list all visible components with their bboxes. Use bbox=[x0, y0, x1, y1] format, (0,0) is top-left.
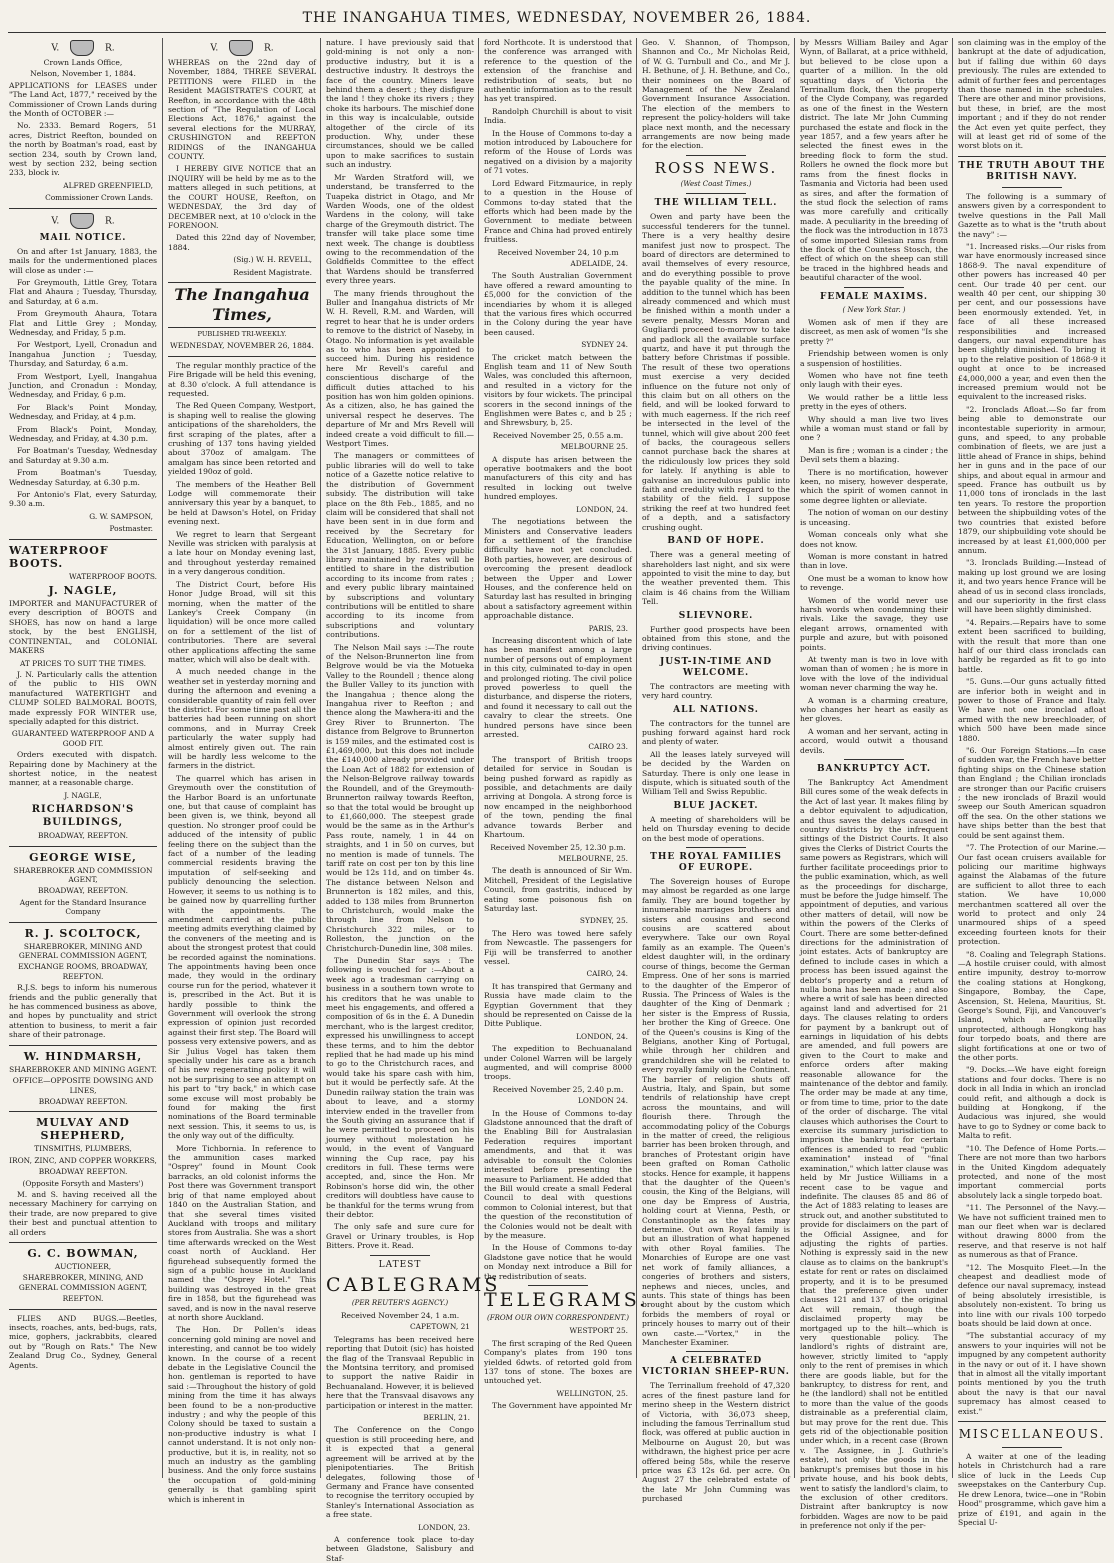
article-paragraph: "11. The Personnel of the Navy.—We have not sufficient trained men to man our fleet when war is declared without drawing 8000 from the reserve, and that reserve is not half as numerous as that of France. bbox=[958, 1203, 1106, 1260]
mulvay-ad-name: MULVAY AND SHEPHERD, bbox=[36, 1116, 130, 1143]
scoltock-ad-address: EXCHANGE ROOMS, BROADWAY, REEFTON. bbox=[18, 962, 148, 981]
crest-letter-v: V. bbox=[51, 43, 60, 54]
coat-of-arms-icon bbox=[70, 213, 94, 229]
column-7 bbox=[958, 38, 1106, 1527]
mail-notice-signature: G. W. SAMPSON, bbox=[89, 511, 153, 521]
divider bbox=[1002, 1447, 1061, 1448]
news-paragraph: nature. I have previously said that gold-mining is not only a non-productive industry, but it is a destructive industry. It destroys the face of the country. Miners leave behind them a desert ; they disfigure the land ! they choke its rivers ; they choke its harbours. The mischief done in this way is incalculable, outside altogether of the circle of its production. Why, under these circumstances, should we be called upon to make sacrifices to sustain such an industry. bbox=[326, 38, 474, 170]
royal-crest bbox=[9, 213, 157, 229]
crest-letter-v: V. bbox=[210, 43, 219, 54]
dateline-place: LONDON, 24. bbox=[576, 1031, 628, 1041]
divider bbox=[9, 1309, 157, 1310]
cable-paragraph: ford Northcote. It is understood that the conference was arranged with reference to the question of the extension of the franchise and redistribution of seats, but no authentic information as to the result has yet transpired. bbox=[484, 38, 632, 104]
article-paragraph: son claiming was in the employ of the bankrupt at the date of adjudication, but if falling due within 60 days previously. The rules are extended to admit of further fees and percentages than those named in the schedules. There are other and minor provisions, but these, in brief, are the most important ; and if they do not render the Act even yet quite perfect, they will at least get rid of some of the worst blots on it. bbox=[958, 38, 1106, 151]
petition-notice: WHEREAS on the 22nd day of November, 1884, THREE SEVERAL PETITIONS were FILED in the Resident MAGISTRATE'S COURT, at Reefton, in accordance with the 48th section of "The Regulation of Local Elections Act, 1876," against the several elections for the MURRAY, CRUSHINGTON and REEFTON RIDINGS of the INANGAHUA COUNTY. bbox=[168, 58, 316, 162]
news-paragraph: The members of the Heather Bell Lodge will commemorate their anniversary this year by a banquet, to be held at Dawson's Hotel, on Friday evening next. bbox=[168, 479, 316, 527]
notice-body: APPLICATIONS for LEASES under "The Land Act, 1877," received by the Commissioner of Crown Lands during the Month of OCTOBER :— bbox=[9, 80, 157, 119]
boots-ad-title: WATERPROOF BOOTS. bbox=[9, 543, 109, 570]
boots-ad-address: RICHARDSON'S BUILDINGS, bbox=[31, 804, 135, 829]
cablegrams-title: CABLEGRAMS bbox=[326, 1273, 501, 1296]
column-2 bbox=[168, 38, 316, 1504]
article-paragraph: "6. Our Foreign Stations.—In case of sudden war, the French have better fighting ships on the Chinese station than England ; the Chilian ironclads are stronger than our Pacific cruisers ; the new ironclads of Brazil would sweep our South American squadron off the sea. On the other stations we have ships better than the best that could be sent against them. bbox=[958, 746, 1106, 840]
divider bbox=[528, 1285, 587, 1286]
column-rule bbox=[952, 38, 953, 1478]
cable-paragraph: Increasing discontent which of late has been manifest among a large number of persons out of employment in this city, culminated to-day in open and prolonged rioting. The civil police proved powerless to quell the disturbance, and disperse the rioters, and found it necessary to call out the cavalry to clear the streets. One hundred persons have since been arrested. bbox=[484, 635, 632, 740]
news-paragraph: The only safe and sure cure for Gravel or Urinary troubles, is Hop Bitters. Prove it. Read. bbox=[326, 1222, 474, 1251]
article-paragraph: "9. Docks.—We have eight foreign stations and four docks. There is no dock in all India in which an ironclad could refit, and although a dock is building at Hongkong, if the Audacious was injured, she would have to go to Sydney or come back to Malta to refit. bbox=[958, 1065, 1106, 1141]
hindmarsh-ad-body: SHAREBROKER AND MINING AGENT. bbox=[9, 1064, 157, 1074]
hindmarsh-ad-name: W. HINDMARSH, bbox=[23, 1049, 143, 1063]
received-line: Received November 25, 0.55 a.m. bbox=[492, 430, 624, 440]
section-heading: SLIEVNORE. bbox=[678, 610, 754, 621]
dateline-place: LONDON 24. bbox=[578, 1096, 628, 1106]
divider bbox=[9, 846, 157, 847]
dateline-place: MELBOURNE 25. bbox=[560, 442, 628, 452]
boots-ad-body: IMPORTER and MANUFACTURER of every description of BOOTS and SHOES, has now on hand a large stock, by the best ENGLISH, CONTINENTAL, and COLONIAL MAKERS bbox=[9, 599, 157, 656]
received-line: Received November 25, 12.30 p.m. bbox=[490, 842, 626, 852]
divider bbox=[958, 156, 1106, 157]
divider bbox=[9, 539, 157, 540]
column-rule bbox=[794, 38, 795, 1478]
column-rule bbox=[320, 38, 321, 1478]
article-paragraph: "8. Coaling and Telegraph Stations.—A hostile cruiser could, with almost entire impunity, destroy to-morrow the coaling stations at Hongkong, Singapore, Bombay, the Cape, Ascension, St. Helena, Mauritius, St. George's Sound, Fiji, and Vancouver's Island, which are virtually unprotected, although Hongkong has four torpedo boats, and there are slight fortifications at one or two of the other ports. bbox=[958, 949, 1106, 1063]
maxim: Woman is more constant in hatred than in love. bbox=[800, 551, 948, 571]
article-paragraph: "The substantial accuracy of my answers to your inquiries will not be impugned by any competent authority in the navy or out of it. I have shown that in almost all the vitally important points mentioned by you the truth about the navy is that our naval supremacy has almost ceased to exist." bbox=[958, 1331, 1106, 1416]
boots-ad-guarantee: GUARANTEED WATERPROOF AND A GOOD FIT. bbox=[11, 729, 155, 748]
article-paragraph: "10. The Defence of Home Ports.—There are not more than two harbors in the United Kingdom adequately protected, and none of the most important commercial ports absolutely lack a single torpedo boat. bbox=[958, 1143, 1106, 1200]
mail-notice-item: From Black's Point, Monday, Wednesday, and Friday, at 4.30 p.m. bbox=[9, 424, 157, 443]
notice-dateline: Nelson, November 1, 1884. bbox=[30, 69, 136, 79]
crest-letter-r: R. bbox=[104, 216, 115, 227]
mail-notice-item: From Greymouth Ahaura, Totara Flat and Little Grey ; Monday, Wednesday, and Friday, 5 p.m. bbox=[9, 309, 157, 337]
scoltock-ad-paragraph: R.J.S. begs to inform his numerous friends and the public generally that he has commenced business as above, and hopes by punctuality and strict attention to business, to merit a fair share of their patronage. bbox=[9, 983, 157, 1040]
maxim: Women of the world never use harsh words when condemning their rivals. Like the savage, they use elegant arrows, ornamented with purple and azure, but with poisoned points. bbox=[800, 595, 948, 652]
royal-crest bbox=[9, 40, 157, 56]
inquiry-notice: I HEREBY GIVE NOTICE that an INQUIRY will be held by me as to the matters alleged in such petitions, at the COURT HOUSE, Reefton, on WEDNESDAY, the 3rd day of DECEMBER next, at 10 o'clock in the FORENOON. bbox=[168, 164, 316, 230]
maxim: Woman conceals only what she does not know. bbox=[800, 530, 948, 549]
news-paragraph: We regret to learn that Sergeant Neville was stricken with paralysis at a late hour on Monday evening last, and throughout yesterday remained in a very dangerous condition. bbox=[168, 529, 316, 577]
mail-notice-item: For Boatman's Tuesday, Wednesday and Saturday at 9.30 a.m. bbox=[9, 446, 157, 465]
mail-notice-item: From Boatman's Tuesday, Wednesday Saturday, at 6.30 p.m. bbox=[9, 468, 157, 487]
mail-notice-item: For Westport, Lyell, Cronadun and Inangahua Junction ; Tuesday, Thursday, and Saturday, 6 a.m. bbox=[9, 340, 157, 369]
bowman-ad-body: SHAREBROKER, MINING, AND GENERAL COMMISSION AGENT, bbox=[18, 1273, 148, 1292]
news-paragraph: The District Court, before His Honor Judge Broad, will sit this morning, when the matter of the Lankey's Creek Company (in liquidation) will be once more called on for a settlement of the list of contributories. There are several other applications affecting the same matter, which will also be dealt with. bbox=[168, 579, 316, 664]
cable-paragraph: The death is announced of Sir Wm. Mitchell, President of the Legislative Council, from gastritis, induced by eating some poisonous fish on Saturday last. bbox=[484, 866, 632, 913]
ross-news-title: ROSS NEWS. bbox=[654, 158, 778, 177]
wise-ad-agent: Agent for the Standard Insurance Company bbox=[19, 897, 147, 917]
notice-signature-title: Resident Magistrate. bbox=[233, 267, 312, 277]
mulvay-ad-trade: TINSMITHS, PLUMBERS, bbox=[34, 1144, 132, 1154]
cable-paragraph: Lord Edward Fitzmaurice, in reply to a question in the House of Commons to-day stated that the efforts which had been made by the Government to mediate between France and China had proved entirely fruitless. bbox=[484, 178, 632, 245]
notice-office: Crown Lands Office, bbox=[43, 58, 123, 67]
mail-notice-item: For Black's Point Monday, Wednesday, and Friday, at 4 p.m. bbox=[9, 402, 157, 422]
maxim: One must be a woman to know how to revenge. bbox=[800, 573, 948, 593]
crest-letter-v: V. bbox=[51, 216, 60, 227]
coat-of-arms-icon bbox=[70, 40, 94, 56]
section-heading: THE ROYAL FAMILIES OF EUROPE. bbox=[650, 852, 782, 874]
column-rule bbox=[478, 38, 479, 1478]
boots-ad-subtitle: WATERPROOF BOOTS. bbox=[69, 571, 157, 581]
cable-paragraph: The transport of British troops detailed for service in Soudan is being pushed forward as rapidly as possible, and detachments are daily arriving at Dongola. A strong force is now encamped in the neighborhood of the town, pending the final advance towards Berber and Khartoum. bbox=[484, 754, 632, 840]
dateline-place: ADELAIDE, 24. bbox=[570, 258, 628, 268]
column-rule bbox=[162, 38, 163, 1478]
article-paragraph: The contractors are meeting with very hard country. bbox=[642, 681, 790, 701]
article-paragraph: "4. Repairs.—Repairs have to some extent been sacrificed to building, with the result that more than one half of our third class ironclads can hardly be regarded as fit to go into battle. bbox=[958, 617, 1106, 674]
cable-paragraph: The expedition to Bechuanaland under Colonel Warren will be largely augmented, and will comprise 8000 troops. bbox=[484, 1044, 632, 1082]
boots-ad-signature: J. NAGLE, bbox=[64, 790, 102, 800]
article-paragraph: "5. Guns.—Our guns actually fitted are inferior both in weight and in power to those of France and Italy. We have not one ironclad afloat armed with the new breechloader, of which 500 have been made since 1880. bbox=[958, 677, 1106, 743]
news-paragraph: The Nelson Mail says :—The route of the Nelson-Brunnerton line from Belgrove would be via the Motueka Valley to the Roundell ; thence along the Buller Valley to its junction with the Inangahua ; thence along the Inangahua river to Reefton ; and thence along the Mawhera-iti and the Grey River to Brunnerton. The distance from Belgrove to Brunnerton is 159 miles, and the estimated cost is £1,469,000, but this does not include the £140,000 already provided under the Loan Act of 1882 for extension of the Nelson-Belgrove railway towards the Roundell, and of the Greymouth-Brunnerton railway towards Reefton, so that the total would be brought up to £1,660,000. The steepest grade would be the same as in the Arthur's Pass route, namely, 1 in 44 on straights, and 1 in 50 on curves, but no mention is made of tunnels. The tariff rate on cost per ton by this line would be 12s 11d, and on timber 4s. The distance between Nelson and Brunnerton is 182 miles, and this, added to 138 miles from Brunnerton to Christchurch, would make the through line from Nelson to Christchurch 322 miles, or to Rolleston, the junction on the Christchurch-Dunedin line, 308 miles. bbox=[326, 642, 474, 953]
mail-notice-item: From Westport, Lyell, Inangahua Junction, and Cronadun : Monday, Wednesday, and Friday, 6 p.m. bbox=[9, 371, 157, 400]
cable-paragraph: The Hero was towed here safely from Newcastle. The passengers for Fiji will be transferred to another vessel. bbox=[484, 928, 632, 966]
dateline-place: WESTPORT 25. bbox=[569, 1326, 628, 1336]
section-heading: BAND OF HOPE. bbox=[667, 536, 765, 547]
section-heading: BLUE JACKET. bbox=[673, 800, 759, 811]
section-heading: THE WILLIAM TELL. bbox=[654, 198, 778, 209]
issue-date: WEDNESDAY, NOVEMBER 26, 1884. bbox=[170, 341, 314, 351]
section-heading: MISCELLANEOUS. bbox=[958, 1427, 1106, 1442]
section-heading: THE TRUTH ABOUT THE BRITISH NAVY. bbox=[958, 160, 1106, 182]
divider bbox=[370, 1255, 429, 1256]
cable-paragraph: The Conference on the Congo question is still proceeding here, and it is expected that a general agreement will be arrived at by the plenipotentiaries. The British delegates, following those of Germany and France have consented to recognise the territory occupied by Stanley's International Association as a free state. bbox=[326, 1425, 474, 1520]
column-1 bbox=[9, 38, 157, 1478]
hindmarsh-ad-address: BROADWAY REEFTON. bbox=[38, 1096, 128, 1106]
telegram-paragraph: The Government have appointed Mr bbox=[492, 1401, 632, 1411]
maxim: There is no mortification, however keen, no misery, however desperate, which the spirit of women cannot in some degree lighten or alleviate. bbox=[800, 467, 948, 505]
mail-notice-body: On and after 1st January, 1883, the mails for the undermentioned places will close as under :— bbox=[9, 246, 157, 275]
divider bbox=[686, 1351, 745, 1352]
article-paragraph: Further good prospects have been obtained from this stone, and the driving continues. bbox=[642, 624, 790, 653]
mulvay-ad-opposite: (Opposite Forsyth and Masters') bbox=[22, 1178, 144, 1188]
boots-ad-paragraph: Orders executed with dispatch. Repairing done by Machinery at the shortest notice, in the neatest manner, at a reasonable charge. bbox=[9, 750, 157, 788]
notice-signature: ALFRED GREENFIELD, bbox=[63, 180, 153, 190]
cablegrams-kicker: LATEST bbox=[378, 1259, 422, 1270]
cable-paragraph: The South Australian Government have offered a reward amounting to £5,000 for the conviction of the incendiaries by whom it is alleged that the various fires which occurred in the Colony during the year have been caused. bbox=[484, 271, 632, 337]
maxim: Man is fire ; woman is a cinder ; the Devil sets them a blazing. bbox=[800, 445, 948, 465]
cable-paragraph: It has transpired that Germany and Russia have made claim to the Egyptian Government that they should be represented on Caisse de la Ditte Publique. bbox=[484, 981, 632, 1029]
dateline-place: PARIS, 23. bbox=[588, 623, 628, 633]
bowman-ad-trade: AUCTIONEER, bbox=[54, 1261, 112, 1271]
maxim: Why should a man live two lives while a woman must stand or fall by one ? bbox=[800, 414, 948, 443]
divider bbox=[844, 759, 903, 760]
boots-ad-prices: AT PRICES TO SUIT THE TIMES. bbox=[19, 658, 147, 668]
dateline-place: LONDON, 24. bbox=[576, 504, 628, 514]
divider bbox=[9, 1045, 157, 1046]
maxim: Friendship between women is only a suspension of hostilities. bbox=[800, 349, 948, 368]
news-paragraph: The regular monthly practice of the Fire Brigade will be held this evening, at 8.30 o'clock. A full attendance is requested. bbox=[168, 360, 316, 398]
divider bbox=[844, 287, 903, 288]
masthead: THE INANGAHUA TIMES, WEDNESDAY, NOVEMBER 26, 1884. bbox=[302, 10, 812, 26]
dateline-place: WELLINGTON, 25. bbox=[556, 1388, 628, 1398]
bowman-ad-address: REEFTON. bbox=[62, 1294, 104, 1304]
article-paragraph: "12. The Mosquito Fleet.—In the cheapest and deadliest mode of defence our naval supremacy, instead of being absolutely irresistible, is absolutely non-existent. To bring us into line with our rivals 100 torpedo boats should be laid down at once. bbox=[958, 1262, 1106, 1328]
ross-news-source: (West Coast Times.) bbox=[680, 179, 752, 188]
divider bbox=[9, 1111, 157, 1112]
received-line: Received November 24, 10 p.m bbox=[497, 247, 619, 257]
section-heading: ALL NATIONS. bbox=[673, 704, 759, 715]
article-paragraph: Owen and party have been the successful tenderers for the tunnel. There is a very healthy desire manifest just now to prospect. The board of directors are determined to avail themselves of every resource, and do everything possible to prove the payable quality of the mine. In addition to the tunnel which has been already commenced and which must be finished within a month under a severe penalty, Messrs Moran and Gugliardi proceed to-morrow to take and padlock all the available surface quartz, and have it put through the battery before Christmas if possible. The result of these two operations must exercise a very decided influence on the future not only of this claim but on all others on the field, and will be looked forward to with much eagerness. If the rich reef be intersected in the level of the tunnel, which will give about 200 feet of backs, the courageous sellers cannot purchase back the shares at the ridiculously low prices they sold for lately. If anything is able to galvanise an incredulous public into faith and credulity with regard to the stability of the field. I suppose striking the reef at two hundred feet of a depth, and a satisfactory crushing ought. bbox=[642, 212, 790, 532]
news-paragraph: The Dunedin Star says : The following is vouched for :—About a week ago a tradesman carrying on business in a southern town wrote to his creditors that he was unable to meet his engagements, and offered a composition of 6s in the £. A Dunedin merchant, who is the largest creditor, expressed his unwillingness to accept these terms, and to him the debtor replied that he had made up his mind to go to the Christchurch races, and would take his spare cash with him, but it would be perfectly safe. At the Dunedin railway station the train was about to leave, and a stormy interview ended in the traveller from the South giving an assurance that if he were permitted to proceed on his journey without molestation he would, in the event of Vanguard winning the Cup race, pay his creditors in full. These terms were accepted, and, since the Hon. Mr Robinson's horse did win, the other creditors will doubtless have cause to be thankful for the terms wrung from their debtor. bbox=[326, 956, 474, 1219]
divider bbox=[686, 847, 745, 848]
boots-ad-street: BROADWAY, REEFTON. bbox=[37, 831, 129, 841]
coat-of-arms-icon bbox=[229, 40, 253, 56]
cable-paragraph: The cricket match between the English team and 11 of New South Wales, was concluded this afternoon, and resulted in a victory for the visitors by four wickets. The principal scorers in the second innings of the Englishmen were Bates c, and b 25 ; and Shrewsbury, b, 25. bbox=[484, 352, 632, 428]
article-paragraph: "1. Increased risks.—Our risks from war have enormously increased since 1868-9. The naval expenditure of other powers has increased 40 per cent. Our trade 40 per cent. our wealth 40 per cent, our shipping 30 per cent, and our possessions have been enormously extended. Yet, in face of all these increased responsibilities and increased dangers, our naval expenditure has been slightly diminished. To bring it up to the relative position of 1868-9 it ought at once to be increased £4,000,000 a year, and even then the increased premium would not be equivalent to the increased risks. bbox=[958, 241, 1106, 402]
mail-notice-item: For Antonio's Flat, every Saturday, 9.30 a.m. bbox=[9, 490, 157, 509]
mulvay-ad-paragraph: M. and S. having received all the necessary Machinery for carrying on their trade, are now prepared to give their best and punctual attention to all orders bbox=[9, 1189, 157, 1237]
bowman-ad-name: G. C. BOWMAN, bbox=[27, 1246, 139, 1260]
notice-dated: Dated this 22nd day of November, 1884. bbox=[168, 233, 316, 252]
dateline-place: SYDNEY, 25. bbox=[579, 916, 628, 926]
telegrams-source: (FROM OUR OWN CORRESPONDENT.) bbox=[487, 1313, 629, 1322]
column-6 bbox=[800, 38, 948, 1531]
divider bbox=[9, 922, 157, 923]
cable-paragraph: In the House of Commons to-day a motion introduced by Labouchere for reform of the House of Lords was negatived on a division by a majority of 71 votes. bbox=[484, 128, 632, 176]
masthead-rule bbox=[8, 32, 1106, 33]
maxims-source: ( New York Star. ) bbox=[842, 305, 906, 314]
column-3 bbox=[326, 38, 501, 1563]
cable-paragraph: Telegrams has been received here reporting that Dutoit (sic) has hoisted the flag of the Transvaal Republic in the Montsina territory, and promised to support the native Raidir in Bechuanaland. However, it is believed here that the Transvaal disavows any participation or interest in the matter. bbox=[326, 1334, 474, 1410]
telegram-paragraph: Geo. V. Shannon, of Thompson, Shannon and Co., Mr Nicholas Reid, of W. G. Turnbull and Co., and Mr J. H. Bethune, of J. H. Bethune, and Co., their nominees on the Board of Management of the New Zealand Government Insurance Association. The election of the members to represent the policy-holders will take place next month, and the necessary arrangements are now being made for the election. bbox=[642, 38, 790, 151]
dateline-place: BERLIN, 21. bbox=[423, 1413, 470, 1423]
article-paragraph: All the leases lately surveyed will be decided by the Warden on Saturday. There is only one lease in dispute, which is situated south of the William Tell and Swiss Republic. bbox=[642, 749, 790, 797]
article-paragraph: A meeting of shareholders will be held on Thursday evening to decide on the best mode of operations. bbox=[642, 814, 790, 843]
divider bbox=[9, 208, 157, 209]
mail-notice-signature-title: Postmaster. bbox=[109, 524, 153, 534]
maxim: At twenty man is two in love with woman than of women ; he is more in love with the love of the individual woman never charming the way he. bbox=[800, 654, 948, 693]
divider bbox=[686, 155, 745, 156]
wise-ad-body: SHAREBROKER AND COMMISSION AGENT, bbox=[13, 865, 153, 884]
article-paragraph: "7. The Protection of our Marine.—Our fast ocean cruisers available for policing our maritime highways against the Alabamas of the future are sufficient to allot three to each station. We have 10,000 merchantmen scattered all over the world to protect and only 24 unarmoured ships of a speed exceeding fourteen knots for their protection. bbox=[958, 843, 1106, 947]
received-line: Received November 25, 2.40 p.m. bbox=[492, 1084, 624, 1094]
maxim: We would rather be a little less pretty in the eyes of others. bbox=[800, 392, 948, 412]
article-paragraph: The contractors for the tunnel are pushing forward against hard rock and plenty of water. bbox=[642, 718, 790, 747]
notice-detail: No. 2333. Bemard Rogers, 51 acres, District Reefton, bounded on the north by Boatman's road, east by section 234, south by Crown land, west by section 232, being section 233, block iv. bbox=[9, 121, 157, 178]
wise-ad-name: GEORGE WISE, bbox=[29, 850, 137, 864]
dateline-place: CAIRO, 24. bbox=[586, 969, 628, 979]
wise-ad-address: BROADWAY, REEFTON. bbox=[37, 886, 129, 896]
section-heading: FEMALE MAXIMS. bbox=[820, 291, 928, 302]
cablegrams-source: (PER REUTER'S AGENCY.) bbox=[351, 1298, 449, 1307]
published-line: PUBLISHED TRI-WEEKLY. bbox=[197, 329, 287, 338]
news-paragraph: The many friends throughout the Buller and Inangahua districts of Mr W. H. Revell, R.M. and Warden, will regret to hear that he is under orders to remove to the district of Naseby, in Otago. No information is yet available as to who has been appointed to succeed him. During his residence here Mr Revell's careful and conscientious discharge of the difficult duties attached to his position has won him golden opinions. As a citizen, also, he has gained the universal respect he deserves. The departure of Mr and Mrs Revell will indeed create a void difficult to fill.—Westport Times. bbox=[326, 288, 474, 449]
telegram-paragraph: The first scraping of the Red Queen Company's plates from 190 tons yielded 6dwts. of retorted gold from 137 tons of stone. The boxes are untouched yet. bbox=[484, 1338, 632, 1386]
cable-paragraph: A dispute has arisen between the operative bootmakers and the boot manufacturers of this city and has resulted in locking out twelve hundred employes. bbox=[484, 454, 632, 502]
section-heading: A CELEBRATED VICTORIAN SHEEP-RUN. bbox=[642, 1356, 790, 1378]
news-paragraph: A much needed change in the weather set in yesterday morning and during the afternoon and evening a considerable quantity of rain fell over the district. For some time past all the batteries had been running on short commons, and in Murray Creek particularly the water supply had almost entirely given out. The rain will be hardly less welcome to the farmers in the district. bbox=[168, 667, 316, 771]
crest-letter-r: R. bbox=[263, 43, 274, 54]
mulvay-ad-address: BROADWAY REEFTON. bbox=[38, 1167, 128, 1177]
hindmarsh-ad-office: OFFICE—OPPOSITE DOWSING AND LINES, bbox=[12, 1076, 154, 1095]
cable-paragraph: A conference took place to-day between Gladstone, Salisbury and Staf- bbox=[326, 1534, 474, 1563]
dateline-place: LONDON, 23. bbox=[418, 1522, 470, 1532]
column-5 bbox=[642, 38, 790, 1504]
article-paragraph: by Messrs William Bailey and Agar Wynn, of Ballarat, at a price withheld, but believed to be close upon a quarter of a million. In the old squatting days of Victoria the Terrinallum flock, then the property of the Clyde Company, was regarded as one of the finest in the Western district. The late Mr John Cumming purchased the estate and flock in the year 1857, and a few years after he selected the finest ewes in the breeding flock to form the stud. Rollers he owned the flock more but rams from the finest flocks in Tasmania and Victoria had been used as sires, and after the formation of the stud flock the selection of rams was more carefully and critically made. A peculiarity in the breeding of the flock was the introduction in 1873 of some imported Silesian rams from the flock of the Countess Stosch, the effect of which on the sheep can still be traced in the highbred heads and beautiful character of the wool. bbox=[800, 38, 948, 283]
article-paragraph: "2. Ironclads Afloat.—So far from being able to demonstrate our incontestable superiority in armour, guns, and speed, to any probable combination of fleets, we are just a little ahead of France in ships, behind her in guns and in the pace of our ships, and about equal in armour and speed. France has outbuilt us by 11,000 tons of ironclads in the last ten years. To restore the proportion between the shipbuilding votes of the two countries that existed before 1879, our shipbuilding vote should be increased by at least £1,000,000 per annum. bbox=[958, 404, 1106, 555]
maxim: A woman and her servant, acting in accord, would outwit a thousand devils. bbox=[800, 726, 948, 755]
maxim: Women ask of men if they are discreet, as men ask of women "Is she pretty ?" bbox=[800, 317, 948, 346]
column-4 bbox=[484, 38, 649, 1478]
divider bbox=[9, 1242, 157, 1243]
divider bbox=[1002, 187, 1061, 188]
article-paragraph: There was a general meeting of shareholders last night, and six were appointed to visit the mine to day, but the weather prevented them. This claim is 46 chains from the William Tell. bbox=[642, 550, 790, 607]
news-paragraph: More Tichbornia. In reference to the ammunition cases marked "Osprey" found in Mount Cook barracks, an old colonist informs the Post there was Government transport brig of that name employed about 1840 on the Australian Station, and that she several times visited Auckland with troops and military stores from Australia. She was a short time afterwards wrecked on the West coast north of Auckland. Her figurehead subsequently formed the sign of a public house in Auckland named the "Osprey Hotel." This building was destroyed in the great fire in 1858, but the figurehead was saved, and is now in the naval reserve at north shore Auckland. bbox=[168, 1143, 316, 1322]
crest-letter-r: R. bbox=[104, 43, 115, 54]
maxim: A woman is a charming creature, who changes her heart as easily as her gloves. bbox=[800, 695, 948, 724]
article-paragraph: The following is a summary of answers given by a correspondent to twelve questions in the Pall Mall Gazette as to what is the "truth about the navy" :— bbox=[958, 191, 1106, 239]
article-paragraph: The Sovereign houses of Europe may almost be regarded as one large family. They are bound together by innumerable marriages brothers and sisters and cousins and second cousins are scattered about everywhere. Take our own Royal family as an example. The Queen's eldest daughter will, in the ordinary course of things, become the German Empress. One of her sons is married to the daughter of the Emperor of Russia. The Princess of Wales is the daughter of the King of Denmark ; her sister is the Empress of Russia, her brother the King of Greece. One of the Queen's cousins is King of the Belgians, another King of Portugal, while through her children and grandchildren she will be related to every royally family on the Continent. The barrier of religion shuts off Austria, Italy, and Spain, but some tendrils of relationship have crept across the mountains, and will flourish there. Through the accommodating policy of the Coburgs in the matter of creed, the religious barrier has been broken through, and branches of Protestant origin have been grafted on Roman Catholic stocks. Hence for example, it happens that the daughter of the Queen's cousin, the King of the Belgians, will one day be Empress of Austria, holding court at Vienna, Pesth, or Constantinople as the fates may determine. Out own Royal family is but an illustration of what happened with other Royal families. The Monarchies of Europe are one vast net work of family alliances, a congeries of brothers and sisters, nephews and nieces, uncles, and aunts. This state of things has been brought about by the custom which forbids the members of royal or princely houses to marry out of their own caste.—"Vortex," in the Manchester Examiner. bbox=[642, 877, 790, 1347]
dateline-place: SYDNEY 24. bbox=[581, 340, 628, 350]
mail-notice-title: MAIL NOTICE. bbox=[39, 232, 127, 243]
scoltock-ad-body: SHAREBROKER, MINING AND GENERAL COMMISSION AGENT, bbox=[18, 941, 148, 961]
notice-signature: (Sig.) W. H. REVELL, bbox=[233, 255, 312, 265]
news-paragraph: The quarrel which has arisen in Greymouth over the constitution of the Harbor Board is an unfortunate one, but that cause of complaint has been given is, we think, beyond all question. No stronger proof could be adduced of the intensity of public feeling there on the subject than the fact of a number of the leading commercial residents braving the imputation of self-seeking and publicly denouncing the selection. However, it seems to us nothing is to be gained now by quarrelling further with the appointments. The amendment carried at the public meeting admits everything claimed by the conveners of the meeting and is about the strongest protest that could be recorded against the nominations. The appointments having been once made, they would in the ordinary course run for the period, whatever it is, prescribed in the Act. But it is hardly possible to think the Government will overlook the strong expression of opinion just recorded against their first step. The Board will possess very extensive powers, and as Sir Julius Vogel has taken them specially under his care as a branch of his new regenerating policy it will not be surprising to see an attempt on his part to "try back," in which case some excuse will most probably be found for making the first nominations of the Board terminable next session. This, it seems to us, is the only way out of the difficulty. bbox=[168, 773, 316, 1141]
dateline-place: CAIRO 23. bbox=[588, 742, 628, 752]
cable-paragraph: Randolph Churchill is about to visit India. bbox=[484, 106, 632, 126]
received-line: Received November 24, 1 a.m. bbox=[340, 1311, 460, 1320]
news-paragraph: Mr Warden Stratford will, we understand, be transferred to the Tuapeka district in Otago, and Mr Warden Woods, one of the oldest Wardens in the colony, will take charge of the Greymouth district. The transfer will take place some time next week. The change is doubtless owing to the recommendation of the Goldfields Committee to the effect that Wardens should be transferred every three years. bbox=[326, 172, 474, 286]
mail-notice-item: For Greymouth, Little Grey, Totara Flat and Ahaura ; Tuesday, Thursday, and Saturday, at 6 a.m. bbox=[9, 277, 157, 306]
divider bbox=[958, 1421, 1106, 1422]
section-heading: BANKRUPTCY ACT. bbox=[817, 764, 931, 775]
divider bbox=[168, 356, 316, 357]
news-paragraph: The Hon. Dr Pollen's ideas concerning gold mining are novel and interesting, and cannot be too widely known. In the course of a recent debate in the Legislative Council the hon. gentleman is reported to have said :—Throughout the history of gold mining from the time it has always been found to be a non-productive industry ; and why the people of this Colony should be taxed to sustain a non-productive industry is what I cannot understand. It is not only non-productive, but it is, in reality, not so much an industry as the gambling business. And the only force sustains the occupation of gold-mining generally is that gambling spirit which is inherent in bbox=[168, 1325, 316, 1504]
maxim: The notion of woman on our destiny is unceasing. bbox=[800, 508, 948, 527]
article-paragraph: A waiter at one of the leading hotels in Christchurch had a rare slice of luck in the Leeds Cup sweepstakes on the Canterbury Cup. He drew Lenora, twice—one in "Robin Hood" prosgramme, which gave him a prize of £191, and again in the Special U- bbox=[958, 1452, 1106, 1527]
dateline-place: MELBOURNE, 25. bbox=[558, 853, 628, 863]
notice-signature-title: Commissioner Crown Lands. bbox=[45, 193, 153, 203]
newspaper-logo: The Inangahua Times, bbox=[168, 282, 316, 328]
cable-paragraph: In the House of Commons to-day Gladstone announced that the draft of the Enabling Bill for Australasian Federation requires important amendments, and that it was advisable to consult the Colonies interested before presenting the measure to Parliament. He added that the Bill would create a small Federal Council to deal with questions common to Colonial interest, but that the question of the reconstitution of the Colonies would not be dealt with by the measure. bbox=[484, 1108, 632, 1240]
maxim: Women who have not fine teeth only laugh with their eyes. bbox=[800, 371, 948, 390]
scoltock-ad-name: R. J. SCOLTOCK, bbox=[24, 926, 142, 940]
divider bbox=[686, 193, 745, 194]
article-paragraph: "3. Ironclads Building.—Instead of making up lost ground we are losing it, and two years hence France will be ahead of us in second class ironclads, and our superiority in the first class will have been slightly diminished. bbox=[958, 558, 1106, 615]
column-rule bbox=[636, 38, 637, 1478]
article-paragraph: The Bankruptcy Act Amendment Bill cures some of the weak defects in the Act of last year. It makes filing by a debtor equivalent to adjudication, and thus saves the delays caused in country districts by the infrequent sittings of the District Courts. It also gives the Clerks of District Courts the same powers as Registrars, which will further facilitate proceedings prior to the public examination, which, as well as the proceedings for discharge, must be before the Judge himself. The appointment of deputies, and various other matters of detail, will now be within the powers of the Clerks of Court. There are some better-defined directions for the administration of joint estates. Acts of bankruptcy are defined to include cases in which a process has been issued against the debtor's property and a return of nulla bona has been made ; and also where a writ of sale has been directed against land and advertised for 21 days. The clauses relating to orders for payment by a bankrupt out of earnings in liquidation of his debts are amended, and full powers are given to the Court to make and enforce orders after making reasonable allowance for the maintenance of the debtor and family. The order may be made at any time, or from time to time, prior to the date of the order of discharge. The vital clauses which authorises the Court to exercise its summary jurisdiction to imprison the bankrupt for certain offences is amended to read "public examination" instead of "final examination," which latter clause was held by Mr Justice Williams in a recent case to be vague and indefinite. The clauses 85 and 86 of the Act of 1883 relating to leases are struck out, and another substituted to provide for disclaimers on the part of the Official Assignee, and for adjusting the rights of parties. Nothing is expressly said in the new clause as to claims on the bankrupt's estate for rent or rates on disclaimed property, and it is to be presumed that the preference given under clauses 121 and 137 of the original Act will remain, though the disclaimed property may be mortgaged up to the hilt—which is very questionable policy. The landlord's rights of distraint are, however, strictly limited to "apply only to the rent of premises in which there are goods liable, but for the bankruptcy, to distress for rent, and he (the landlord) shall not be entitled to more than the value of the goods distrainable as a preferential claim, but may prove for the rent due. This gets rid of the objectionable position under which, in a recent case (Brown v. The Assignee, in J. Guthrie's estate), not only the goods in the bankrupt's premises but those in his private house, and his book debts, went to satisfy the landlord's claim, to the exclusion of other creditors. Distraint after bankruptcy is now forbidden. Wages are now to be paid in preference not only if the per- bbox=[800, 778, 948, 1531]
article-paragraph: The Terrinallum freehold of 47,320 acres of the finest pasture land for merino sheep in the Western district of Victoria, with 36,073 sheep, including the famous Terrinallum stud flock, was offered at public auction in Melbourne on August 20, but was withdrawn, the highest price per acre offered being 58s, while the reserve price was £3 12s 6d. per acre. On August 27 the celebrated estate of the late Mr John Cumming was purchased bbox=[642, 1381, 790, 1504]
rats-ad: FLIES AND BUGS.—Beetles, insects, roaches, ants, bed-bugs, rats, mice, gophers, jackrabbits, cleared out by "Rough on Rats." The New Zealand Drug Co., Sydney, General Agents. bbox=[9, 1313, 157, 1370]
boots-ad-name: J. NAGLE, bbox=[48, 584, 118, 598]
news-paragraph: The managers or committees of public libraries will do well to take notice of a Gazette notice relative to the distribution of Government subsidy. The distribution will take place on the 8th Feb., 1885, and no claim will be considered that shall not have been sent in in due form and received by the Secretary for Education, Wellington, on or before the 31st January, 1885. Every public library maintained by rates will be entitled to share in the distribution according to its income from rates ; and every public library maintained by subscriptions and voluntary contributions will be entitled to share according to its income from subscriptions and voluntary contributions. bbox=[326, 451, 474, 640]
section-heading: JUST-IN-TIME AND WELCOME. bbox=[659, 656, 773, 678]
dateline-place: CAPETOWN, 21 bbox=[409, 1322, 470, 1332]
cable-paragraph: The negotiations between the Ministers and Conservative leaders for a settlement of the franchise difficulty have not yet concluded. Both parties, however, are desirous of overcoming the present deadlock between the Upper and Lower Houses, and the conference held on Saturday last has resulted in bringing about a satisfactory agreement within approachable distance. bbox=[484, 517, 632, 621]
boots-ad-paragraph: J. N. Particularly calls the attention of the public to HIS OWN manufactured WATERTIGHT and CLUMP SOLED BALMORAL BOOTS, made expressly FOR WINTER use, specially adapted for this district. bbox=[9, 669, 157, 726]
telegrams-title: TELEGRAMS. bbox=[484, 1288, 649, 1311]
royal-crest bbox=[168, 40, 316, 56]
cable-paragraph: In the House of Commons to-day Gladstone gave notice that he would on Monday next introduce a Bill for the redistribution of seats. bbox=[484, 1243, 632, 1281]
mulvay-ad-body: IRON, ZINC, AND COPPER WORKERS, bbox=[9, 1155, 157, 1165]
news-paragraph: The Red Queen Company, Westport, is shaping well to realise the glowing anticipations of the shareholders, the first scraping of the plates, after a crushing of 137 tons having yielded about 370oz of amalgam. The amalgam has since been retorted and yielded 190oz of gold. bbox=[168, 401, 316, 477]
